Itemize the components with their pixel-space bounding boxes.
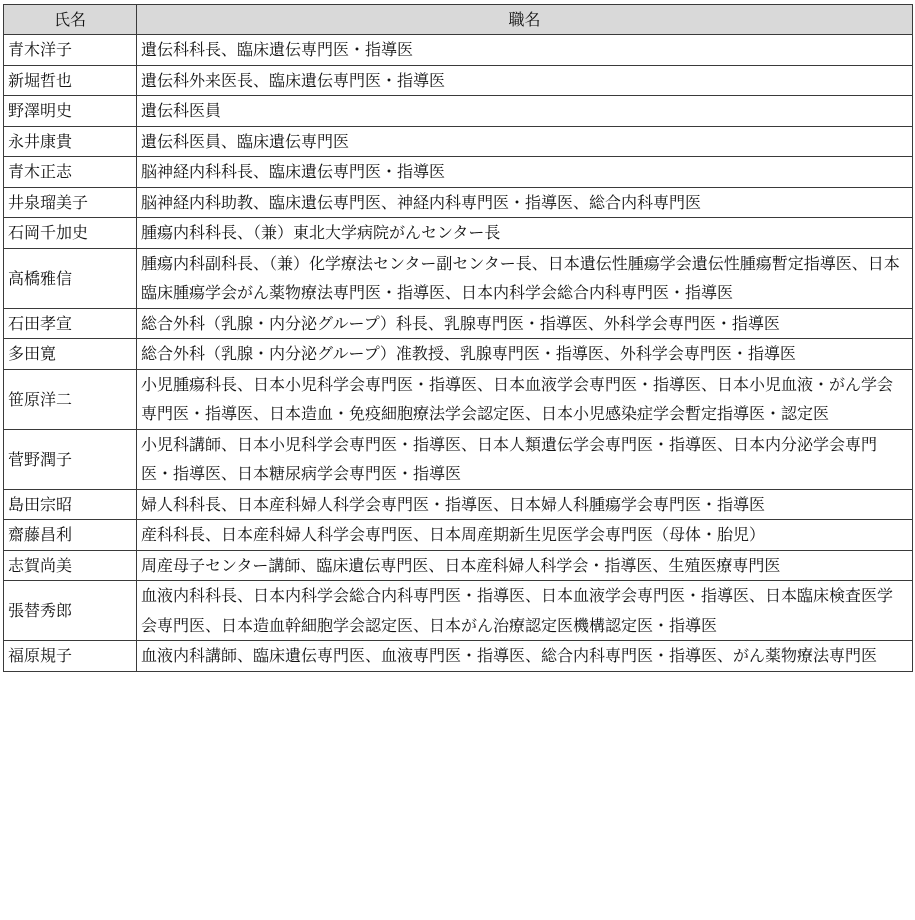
table-row [4, 35, 913, 66]
staff-name-cell: 多田寛 [4, 339, 137, 370]
table-header-row [4, 5, 913, 35]
staff-name-cell: 永井康貴 [4, 126, 137, 157]
staff-name-cell: 野澤明史 [4, 96, 137, 127]
table-row [4, 96, 913, 127]
staff-title-cell: 総合外科（乳腺・内分泌グループ）科長、乳腺専門医・指導医、外科学会専門医・指導医 [137, 308, 913, 339]
staff-name-cell: 張替秀郎 [4, 581, 137, 641]
staff-title-cell: 遺伝科外来医長、臨床遺伝専門医・指導医 [137, 65, 913, 96]
staff-name-cell: 石田孝宣 [4, 308, 137, 339]
staff-name-cell: 青木正志 [4, 157, 137, 188]
column-header-name: 氏名 [4, 5, 137, 35]
table-row [4, 187, 913, 218]
table-row [4, 248, 913, 308]
table-row [4, 581, 913, 641]
table-row [4, 218, 913, 249]
staff-table [3, 4, 913, 672]
table-row [4, 339, 913, 370]
staff-name-cell: 青木洋子 [4, 35, 137, 66]
table-row [4, 550, 913, 581]
table-row [4, 429, 913, 489]
staff-name-cell: 新堀哲也 [4, 65, 137, 96]
staff-title-cell: 小児腫瘍科長、日本小児科学会専門医・指導医、日本血液学会専門医・指導医、日本小児血液・がん学会専門医・指導医、日本造血・免疫細胞療法学会認定医、日本小児感染症学会暫定指導医・認定医 [137, 369, 913, 429]
staff-title-cell: 総合外科（乳腺・内分泌グループ）准教授、乳腺専門医・指導医、外科学会専門医・指導医 [137, 339, 913, 370]
staff-title-cell: 産科科長、日本産科婦人科学会専門医、日本周産期新生児医学会専門医（母体・胎児） [137, 520, 913, 551]
staff-name-cell: 福原規子 [4, 641, 137, 672]
staff-title-cell: 腫瘍内科科長、（兼）東北大学病院がんセンター長 [137, 218, 913, 249]
table-row [4, 157, 913, 188]
staff-name-cell: 石岡千加史 [4, 218, 137, 249]
staff-title-cell: 婦人科科長、日本産科婦人科学会専門医・指導医、日本婦人科腫瘍学会専門医・指導医 [137, 489, 913, 520]
staff-title-cell: 血液内科講師、臨床遺伝専門医、血液専門医・指導医、総合内科専門医・指導医、がん薬物療法専門医 [137, 641, 913, 672]
staff-title-cell: 遺伝科医員、臨床遺伝専門医 [137, 126, 913, 157]
staff-title-cell: 遺伝科科長、臨床遺伝専門医・指導医 [137, 35, 913, 66]
table-row [4, 65, 913, 96]
staff-name-cell: 島田宗昭 [4, 489, 137, 520]
table-row [4, 308, 913, 339]
staff-name-cell: 菅野潤子 [4, 429, 137, 489]
staff-name-cell: 井泉瑠美子 [4, 187, 137, 218]
staff-name-cell: 笹原洋二 [4, 369, 137, 429]
staff-name-cell: 高橋雅信 [4, 248, 137, 308]
staff-title-cell: 小児科講師、日本小児科学会専門医・指導医、日本人類遺伝学会専門医・指導医、日本内分泌学会専門医・指導医、日本糖尿病学会専門医・指導医 [137, 429, 913, 489]
table-body [4, 35, 913, 672]
table-row [4, 369, 913, 429]
column-header-title: 職名 [137, 5, 913, 35]
staff-name-cell: 志賀尚美 [4, 550, 137, 581]
staff-name-cell: 齋藤昌利 [4, 520, 137, 551]
table-row [4, 126, 913, 157]
staff-title-cell: 脳神経内科助教、臨床遺伝専門医、神経内科専門医・指導医、総合内科専門医 [137, 187, 913, 218]
table-row [4, 641, 913, 672]
table-row [4, 520, 913, 551]
staff-title-cell: 腫瘍内科副科長、（兼）化学療法センター副センター長、日本遺伝性腫瘍学会遺伝性腫瘍暫定指導医、日本臨床腫瘍学会がん薬物療法専門医・指導医、日本内科学会総合内科専門医・指導医 [137, 248, 913, 308]
staff-title-cell: 血液内科科長、日本内科学会総合内科専門医・指導医、日本血液学会専門医・指導医、日本臨床検査医学会専門医、日本造血幹細胞学会認定医、日本がん治療認定医機構認定医・指導医 [137, 581, 913, 641]
staff-table-container [3, 4, 912, 672]
staff-title-cell: 脳神経内科科長、臨床遺伝専門医・指導医 [137, 157, 913, 188]
staff-title-cell: 周産母子センター講師、臨床遺伝専門医、日本産科婦人科学会・指導医、生殖医療専門医 [137, 550, 913, 581]
staff-title-cell: 遺伝科医員 [137, 96, 913, 127]
table-row [4, 489, 913, 520]
